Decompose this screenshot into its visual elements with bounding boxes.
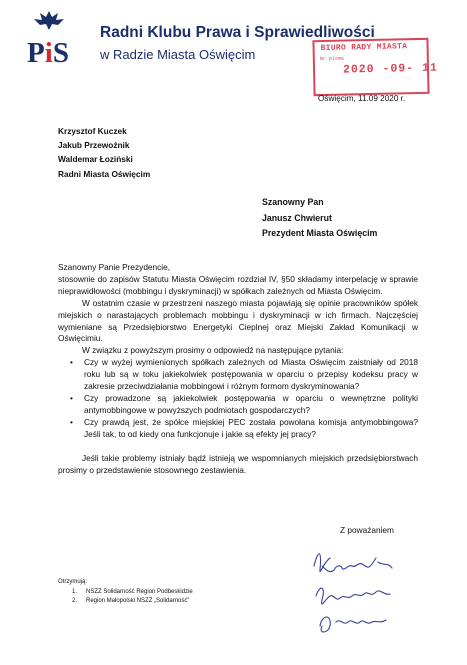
signature-przewoznik: [316, 588, 390, 604]
sender-name: Krzysztof Kuczek: [58, 126, 127, 136]
club-title: Radni Klubu Prawa i Sprawiedliwości: [100, 24, 375, 41]
stamp-date: 2020 -09- 11: [342, 61, 439, 77]
logo-text: PiS: [27, 37, 69, 68]
letter-paragraph: W ostatnim czasie w przestrzeni naszego miasta pojawiają się opinie pracowników spółek miejskich o narastających problemach mobbingu i dyskryminacji w ich firmach. Najczęściej wymieniane są Przedsiębiorstwo Energetyki Cieplnej oraz Miejski Zakład Komunikacji w Oświęcimiu.: [58, 297, 418, 344]
place-date: Oświęcim, 11.09 2020 r.: [318, 94, 406, 103]
stamp-title: BIURO RADY MIASTA: [320, 42, 408, 54]
signatures: [300, 540, 440, 642]
closing: Z poważaniem: [340, 525, 394, 535]
letter-paragraph: W związku z powyższym prosimy o odpowiedź na następujące pytania:: [82, 345, 344, 356]
signature-kuczek: [314, 554, 392, 572]
bullet-icon: •: [70, 357, 73, 368]
letter-paragraph: stosownie do zapisów Statutu Miasta Oświęcim rozdział IV, §50 składamy interpelację w sprawie nieprawidłowości (mobbingu i dyskryminacji) w spółkach zależnych od Miasta Oświęcim.: [58, 273, 418, 296]
sender-name: Jakub Przewoźnik: [58, 140, 130, 151]
bullet-icon: •: [70, 392, 73, 403]
cc-item: 1. NSZZ Solidarność Region Podbeskidzie: [72, 588, 193, 595]
question-text: Czy prawdą jest, że spółce miejskiej PEC została powołana komisja antymobbingowa? Jeśli tak, to od kiedy ona funkcjonuje i jakie są efekty jej pracy?: [84, 416, 418, 439]
bullet-icon: •: [70, 416, 73, 427]
eagle-icon: [34, 11, 64, 30]
registry-stamp: [312, 38, 439, 96]
recipient-salutation: Szanowny Pan: [262, 197, 324, 207]
recipient-title: Prezydent Miasta Oświęcim: [262, 228, 378, 238]
signature-lozinski: [320, 617, 386, 632]
recipient-block: [262, 195, 377, 242]
question-item: [58, 393, 418, 417]
stamp-small-text: Nr pisma: [319, 55, 344, 63]
question-list: [58, 357, 418, 440]
letter-paragraph: Jeśli takie problemy istniały bądź istnieją we wspomnianych miejskich przedsiębiorstwach prosimy o przedstawienie stosownego zestawienia.: [58, 452, 418, 475]
club-subtitle: w Radzie Miasta Oświęcim: [100, 47, 256, 62]
pis-logo: [18, 8, 80, 68]
cc-label: Otrzymują:: [58, 579, 88, 585]
sender-block: [58, 124, 150, 181]
sender-name: Waldemar Łoziński: [58, 154, 133, 165]
question-item: [58, 357, 418, 393]
letter-salutation: Szanowny Panie Prezydencie,: [58, 262, 171, 272]
recipient-name: Janusz Chwierut: [262, 212, 332, 223]
question-text: Czy prowadzone są jakiekolwiek postępowania w oparciu o wewnętrzne polityki antymobbingowe w powyższych podmiotach gospodarczych?: [84, 392, 418, 415]
cc-block: [58, 578, 193, 607]
question-item: [58, 417, 418, 441]
letter-body: [58, 262, 418, 476]
question-text: Czy w wyżej wymienionych spółkach zależnych od Miasta Oświęcim zaistniały od 2018 roku lub są w toku jakiekolwiek postępowania w oparciu o przepisy kodeksu pracy w zakresie przeciwdziałania mobbingowi i różnym formom dyskryminowania?: [84, 357, 418, 392]
sender-role: Radni Miasta Oświęcim: [58, 168, 151, 179]
cc-item: 2. Region Małopolski NSZZ „Solidarność": [72, 598, 190, 604]
